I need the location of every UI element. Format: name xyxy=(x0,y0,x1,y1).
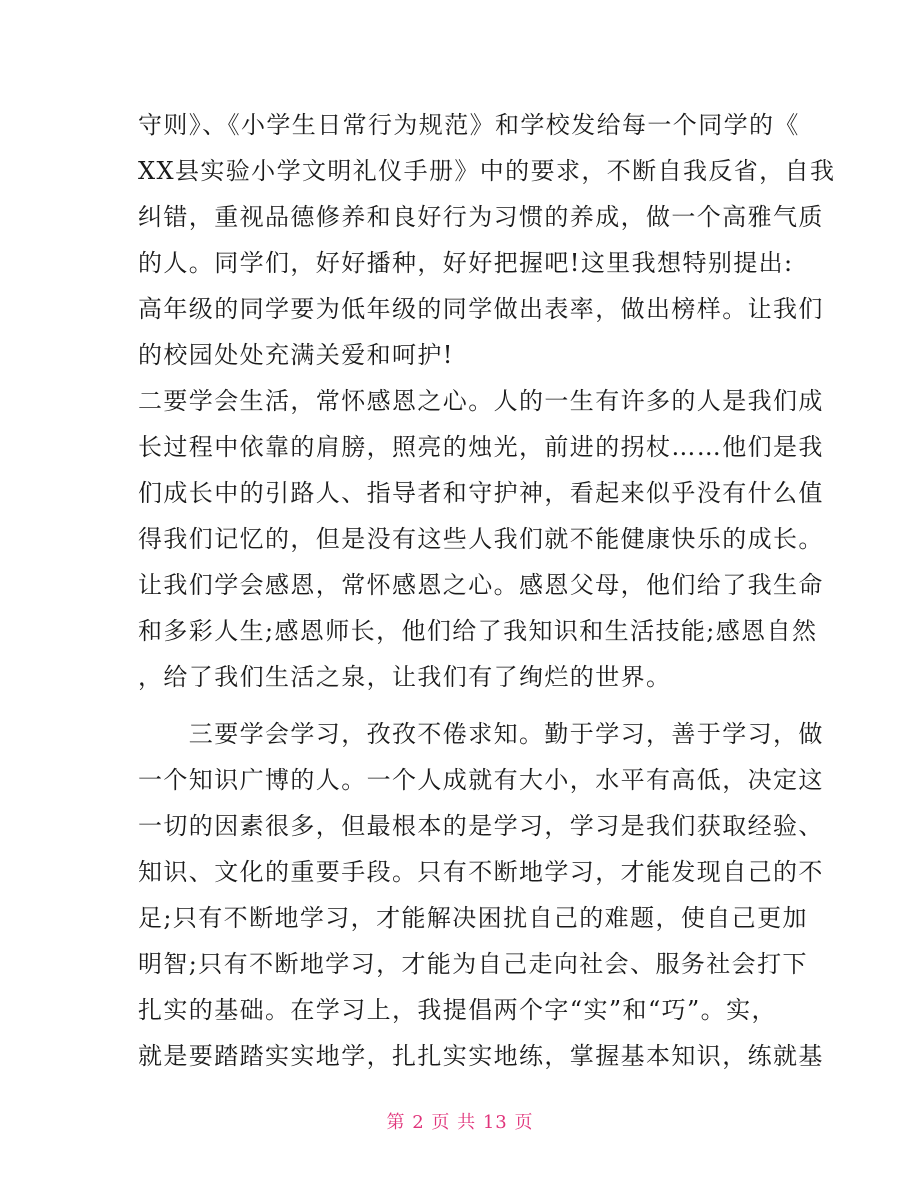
text-line-7: 二要学会生活，常怀感恩之心。人的一生有许多的人是我们成 xyxy=(138,387,824,415)
page-number-footer: 第 2 页 共 13 页 xyxy=(386,1112,534,1133)
text-line-18: 足;只有不断地学习，才能解决困扰自己的难题，使自己更加 xyxy=(138,904,808,932)
text-line-15: 一个知识广博的人。一个人成就有大小，水平有高低，决定这 xyxy=(138,766,824,794)
text-line-6: 的校园处处充满关爱和呵护! xyxy=(138,341,454,369)
text-line-2: XX县实验小学文明礼仪手册》中的要求，不断自我反省，自我 xyxy=(138,157,836,185)
text-line-3: 纠错，重视品德修养和良好行为习惯的养成，做一个高雅气质 xyxy=(138,203,824,231)
text-line-17: 知识、文化的重要手段。只有不断地学习，才能发现自己的不 xyxy=(138,858,824,886)
text-line-20: 扎实的基础。在学习上，我提倡两个字“实”和“巧”。实， xyxy=(138,996,777,1024)
text-line-16: 一切的因素很多，但最根本的是学习，学习是我们获取经验、 xyxy=(138,812,824,840)
text-line-14: 三要学会学习，孜孜不倦求知。勤于学习，善于学习，做 xyxy=(138,720,824,748)
text-line-1: 守则》、《小学生日常行为规范》和学校发给每一个同学的《 xyxy=(138,111,800,139)
text-line-19: 明智;只有不断地学习，才能为自己走向社会、服务社会打下 xyxy=(138,950,808,978)
text-line-5: 高年级的同学要为低年级的同学做出表率，做出榜样。让我们 xyxy=(138,295,824,323)
text-line-12: 和多彩人生;感恩师长，他们给了我知识和生活技能;感恩自然 xyxy=(138,617,818,645)
text-line-21: 就是要踏踏实实地学，扎扎实实地练，掌握基本知识，练就基 xyxy=(138,1042,824,1070)
text-line-8: 长过程中依靠的肩膀，照亮的烛光，前进的拐杖……他们是我 xyxy=(138,433,824,461)
text-line-11: 让我们学会感恩，常怀感恩之心。感恩父母，他们给了我生命 xyxy=(138,571,824,599)
text-line-9: 们成长中的引路人、指导者和守护神，看起来似乎没有什么值 xyxy=(138,479,824,507)
text-line-13: ，给了我们生活之泉，让我们有了绚烂的世界。 xyxy=(138,663,672,691)
text-line-4: 的人。同学们，好好播种，好好把握吧!这里我想特别提出: xyxy=(138,249,794,277)
text-line-10: 得我们记忆的，但是没有这些人我们就不能健康快乐的成长。 xyxy=(138,525,824,553)
